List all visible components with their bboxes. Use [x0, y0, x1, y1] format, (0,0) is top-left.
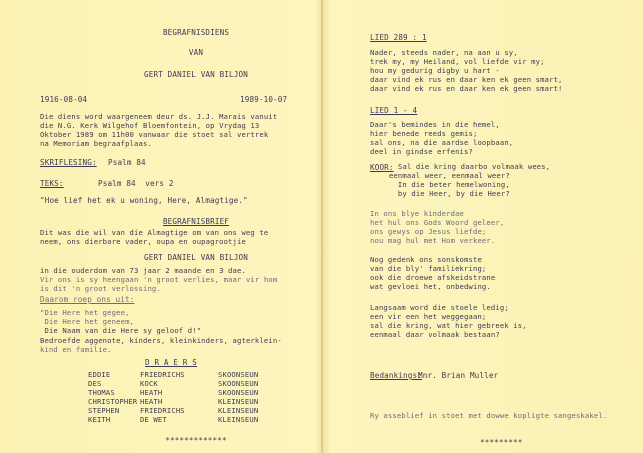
brief-line: in die ouderdom van 73 jaar 2 maande en 3 dae. [40, 266, 246, 275]
lied1-line: Nader, steeds nader, na aan u sy, [370, 48, 518, 57]
program-heading: BEGRAFNISDIENS [162, 28, 230, 37]
brief-line: neem, ons dierbare vader, oupa en oupagrootjie [40, 237, 246, 246]
brief-line: Vir ons is sy heengaan 'n groot verlies, maar vir hom [40, 275, 278, 284]
bedroefde-line: Bedroefde aggenote, kinders, kleinkinders, agterklein- [40, 336, 282, 345]
draer-relation: KLEINSEUN [218, 406, 259, 415]
daarom-label: Daarom roep ons uit: [40, 295, 135, 304]
draer-first-name: THOMAS [88, 388, 115, 397]
right-stars-divider: ********* [480, 438, 523, 447]
draer-relation: KLEINSEUN [218, 415, 259, 424]
psalm-line: "Die Here het gegee, [40, 308, 130, 317]
stanza3-line: nou mag hul met Hom verkeer. [370, 236, 496, 245]
stanza4-line: wat gevloei het, onbedwing. [370, 282, 491, 291]
lied1-line: daar vind ek rus en daar ken ek geen smart! [370, 84, 563, 93]
stanza5-line: een vir een het weggegaan; [370, 312, 487, 321]
draer-relation: SKOONSEUN [218, 388, 259, 397]
draer-last-name: HEATH [140, 388, 163, 397]
center-fold [321, 0, 323, 453]
lied2-line: deel in gindse erfenis? [370, 147, 473, 156]
draer-first-name: EDDIE [88, 370, 111, 379]
lied1-heading: LIED 289 : 1 [370, 33, 427, 42]
intro-line: na Memoriam begraafplaas. [40, 139, 152, 148]
lied2-line: Daar's bemindes in die hemel, [370, 120, 500, 129]
stanza5-line: sal die kring, wat hier gebreek is, [370, 321, 527, 330]
draer-last-name: DE WET [140, 415, 167, 424]
draer-first-name: DES [88, 379, 102, 388]
van-label: VAN [188, 48, 204, 57]
draer-last-name: FRIEDRICHS [140, 370, 185, 379]
stanza3-line: In ons blye kinderdae [370, 209, 465, 218]
teks-quote: "Hoe lief het ek u woning, Here, Almagtige." [40, 196, 248, 205]
draer-last-name: KOCK [140, 379, 158, 388]
psalm-line: Die Naam van die Here sy geloof d!" [40, 326, 202, 335]
deceased-name: GERT DANIEL VAN BILJON [144, 70, 248, 79]
koor-line: eenmaal weer, eenmaal weer? [380, 171, 510, 180]
teks-value: Psalm 84 vers 2 [98, 179, 174, 188]
stanza3-line: ons gewys op Jesus liefde; [370, 227, 487, 236]
death-date: 1989-10-07 [240, 95, 288, 104]
koor-line: Sal die kring daarbo volmaak wees, [398, 162, 551, 171]
closing-note: Ry asseblief in stoet met dowwe kopligte sangeskakel. [370, 411, 608, 420]
draer-first-name: KEITH [88, 415, 111, 424]
lied2-line: hier benede reeds gemis; [370, 129, 478, 138]
draer-first-name: CHRISTOPHER [88, 397, 138, 406]
brief-line: is dit 'n groot verlossing. [40, 284, 161, 293]
intro-line: die N.G. Kerk Wilgehof Bloemfontein, op Vrydag 13 [40, 121, 260, 130]
stanza4-line: Nog gedenk ons sonskomste [370, 255, 482, 264]
draer-relation: SKOONSEUN [218, 379, 259, 388]
birth-date: 1916-08-04 [40, 95, 88, 104]
draer-relation: SKOONSEUN [218, 370, 259, 379]
lied1-line: trek my, my Heiland, vol liefde vir my; [370, 57, 545, 66]
bedankings-label: Bedankings: [370, 371, 422, 380]
intro-line: Die diens word waargeneem deur ds. J.J. Marais vanuit [40, 112, 278, 121]
skriflesing-label: SKRIFLESING: [40, 158, 97, 167]
stanza4-line: ook die droewe afskeidstrane [370, 273, 496, 282]
bedankings-value: Mnr. Brian Muller [418, 371, 499, 380]
draer-relation: KLEINSEUN [218, 397, 259, 406]
deceased-name-2: GERT DANIEL VAN BILJON [144, 253, 248, 262]
koor-line: by die Heer, by die Heer? [380, 189, 510, 198]
bedroefde-line: kind en familie. [40, 345, 112, 354]
begrafnisbrief-heading: BEGRAFNISBRIEF [162, 217, 230, 226]
lied2-line: sal ons, na die aardse loopbaan, [370, 138, 514, 147]
skriflesing-value: Psalm 84 [108, 158, 146, 167]
draer-last-name: HEATH [140, 397, 163, 406]
brief-line: Dit was die wil van die Almagtige om van ons weg te [40, 228, 269, 237]
intro-line: Oktober 1989 om 11h00 vanwaar die stoet sal vertrek [40, 130, 269, 139]
draer-last-name: FRIEDRICHS [140, 406, 185, 415]
psalm-line: Die Here het geneem, [40, 317, 135, 326]
lied1-line: hou my gedurig digby u hart - [370, 66, 500, 75]
stanza3-line: het hul ons Gods Woord geleer, [370, 218, 505, 227]
lied2-heading: LIED 1 - 4 [370, 106, 418, 115]
koor-line: In die beter hemelwoning, [380, 180, 510, 189]
draers-heading: D R A E R S [145, 358, 197, 367]
lied1-line: daar vind ek rus en daar ken ek geen smart, [370, 75, 563, 84]
draer-first-name: STEPHEN [88, 406, 120, 415]
koor-label: KOOR: [370, 163, 394, 172]
stanza5-line: eenmaal daar volmaak bestaan? [370, 330, 500, 339]
teks-label: TEKS: [40, 179, 64, 188]
stanza4-line: van die bly' familiekring; [370, 264, 487, 273]
left-stars-divider: ************* [165, 436, 227, 445]
stanza5-line: Langsaam word die stoele ledig; [370, 303, 509, 312]
